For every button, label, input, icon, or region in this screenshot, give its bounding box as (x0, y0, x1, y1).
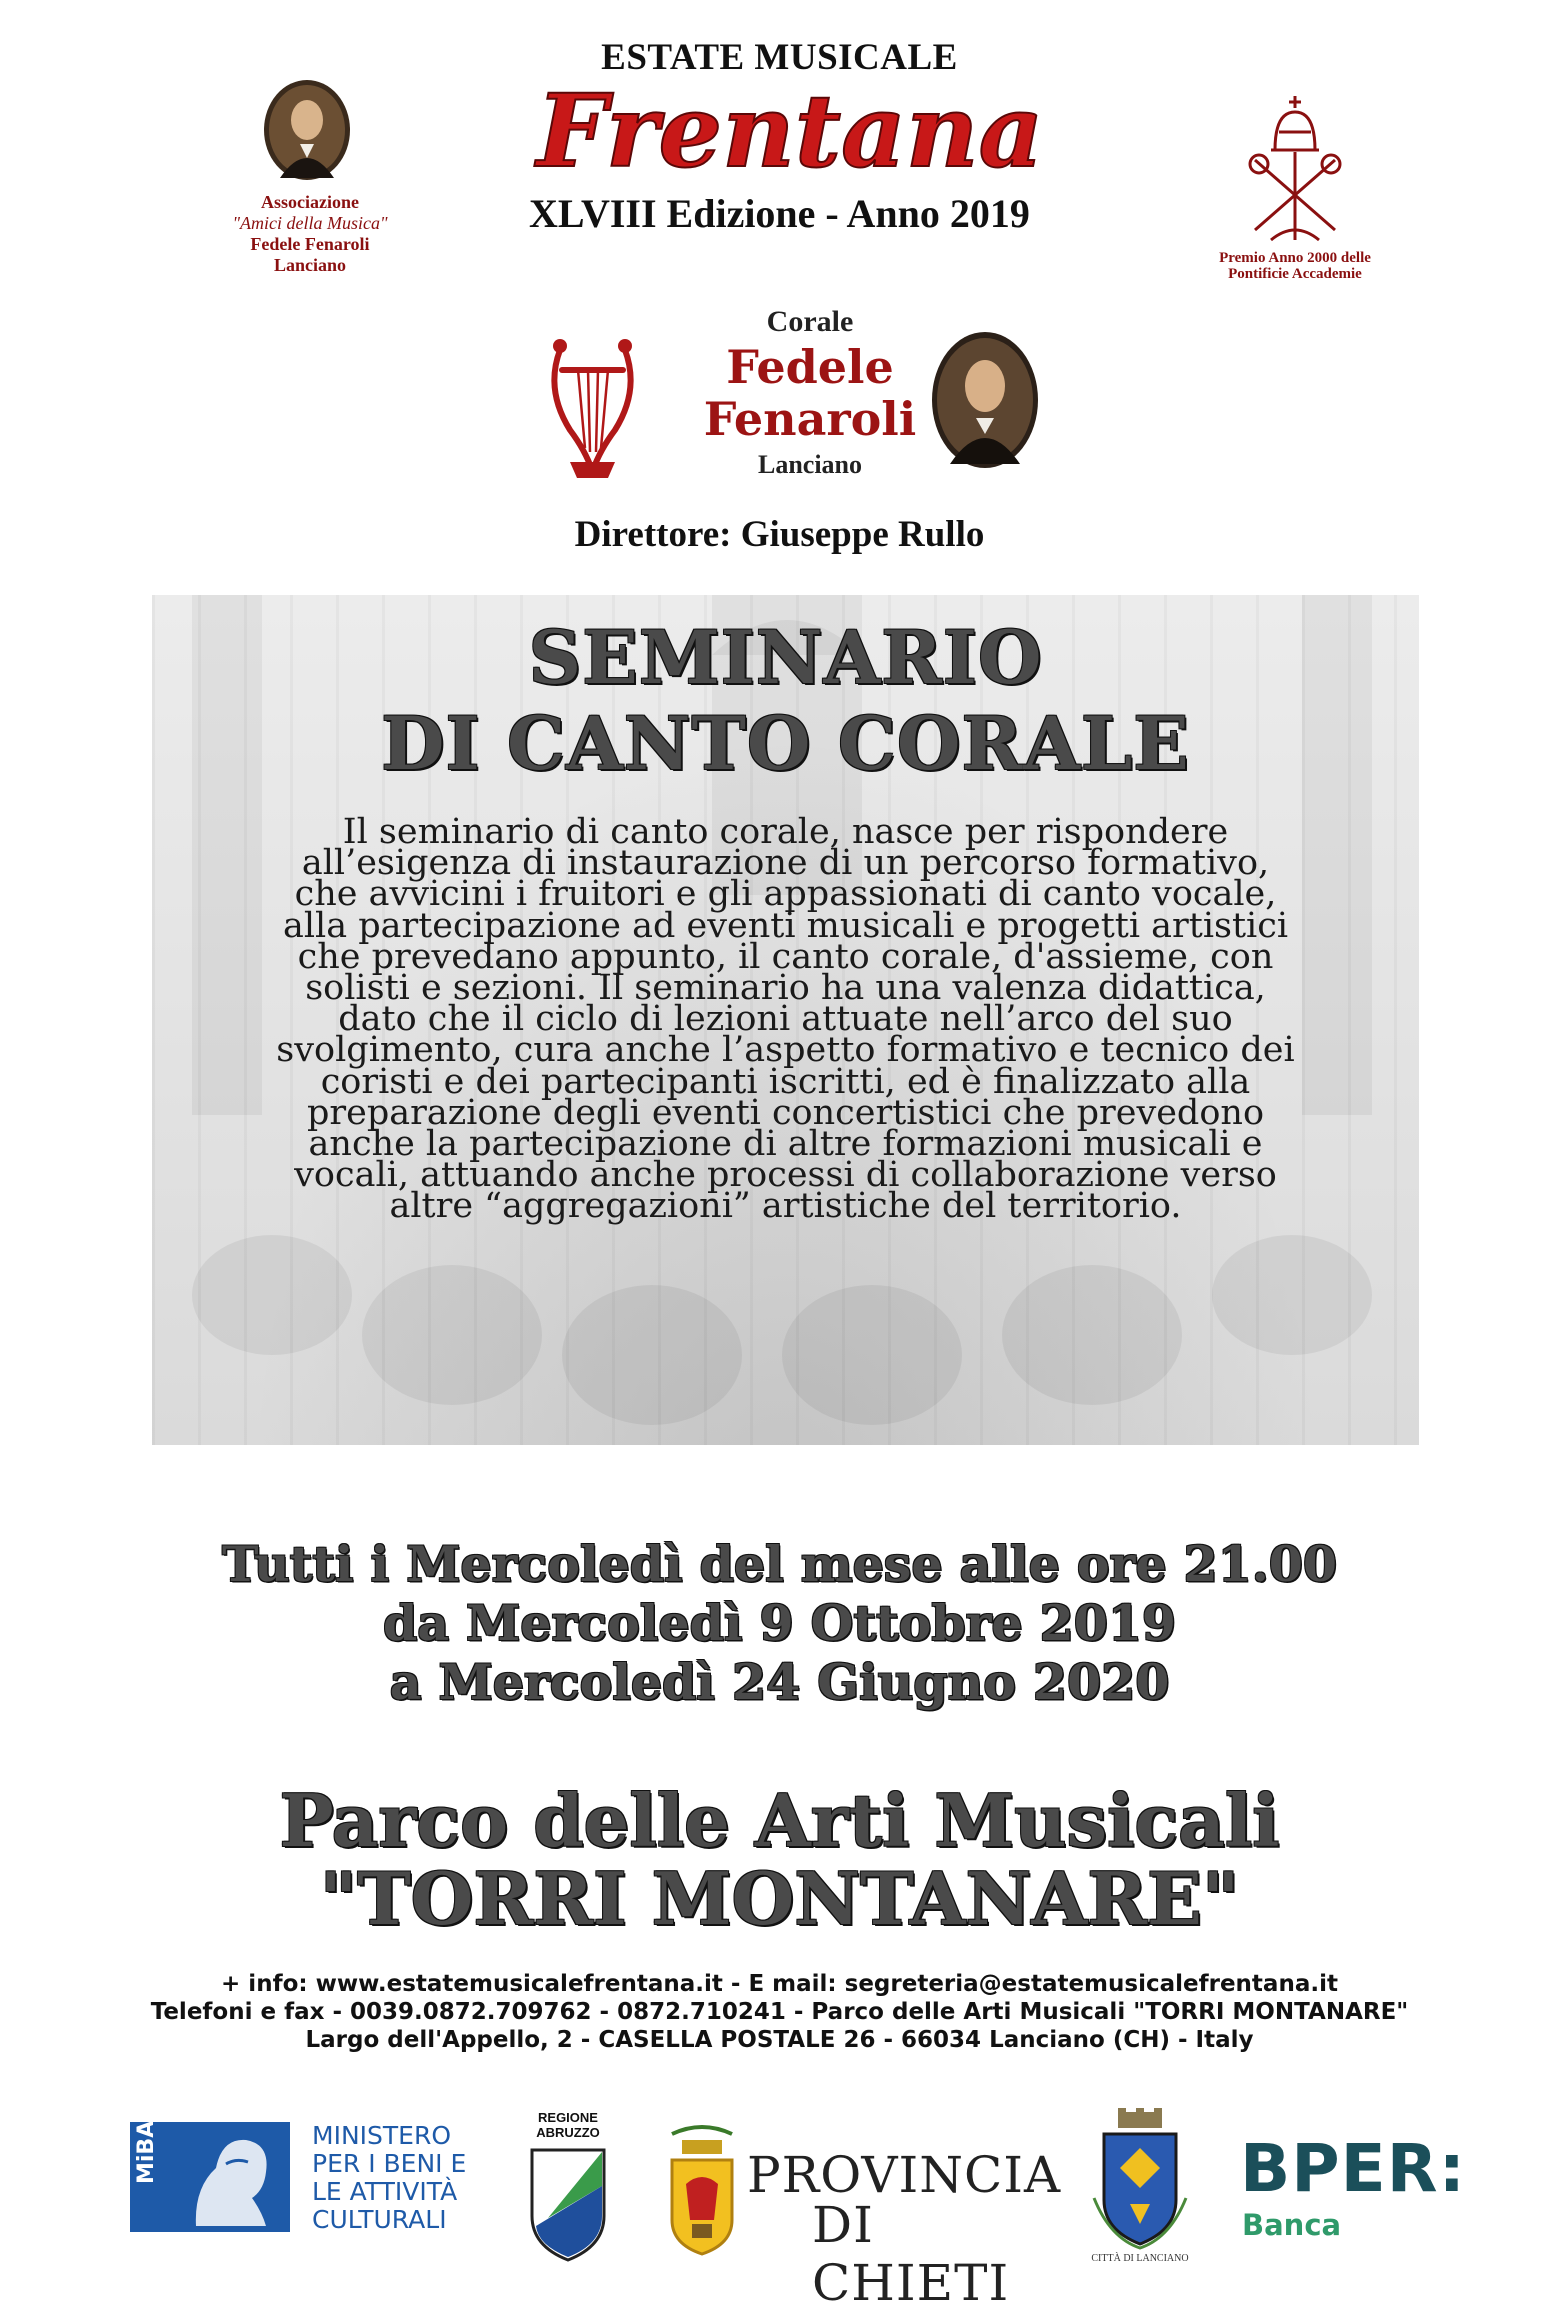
director-label: Direttore: Giuseppe Rullo (574, 514, 985, 555)
citta-lanciano-logo (1080, 2108, 1200, 2268)
mibac-mark (130, 2104, 290, 2232)
papal-award-line-2: Pontificie Accademie (1228, 266, 1362, 282)
schedule (0, 1535, 1559, 1712)
schedule-line-3: a Mercoledì 24 Giugno 2020 (389, 1653, 1170, 1711)
papal-award-caption (1185, 250, 1405, 282)
association-line-2: "Amici della Musica" (232, 213, 388, 233)
mibac-line-4: CULTURALI (312, 2205, 447, 2234)
bper-name: BPER: (1240, 2130, 1466, 2207)
schedule-line-1: Tutti i Mercoledì del mese alle ore 21.00 (221, 1535, 1337, 1593)
corale-city: Lanciano (757, 450, 863, 479)
lyre-icon (540, 330, 645, 480)
bper-banca-logo (1240, 2130, 1470, 2240)
provincia-chieti-crest-icon (662, 2120, 742, 2260)
corale-logo (540, 300, 1040, 490)
regione-line-2: ABRUZZO (536, 2125, 600, 2140)
provincia-line-2: DI CHIETI (812, 2196, 1010, 2312)
mibac-mark-text: MiBAC (134, 2104, 159, 2184)
association-name (190, 192, 430, 276)
corale-label: Corale (766, 305, 854, 338)
association-logo (190, 78, 430, 288)
mibac-line-2: PER I BENI E (312, 2149, 467, 2178)
contact-info (0, 1970, 1559, 2054)
contact-line-3: Largo dell'Appello, 2 - CASELLA POSTALE 26 - 66034 Lanciano (CH) - Italy (305, 2027, 1254, 2053)
regione-label (518, 2110, 618, 2140)
association-line-4: Lanciano (273, 255, 347, 275)
association-line-1: Associazione (261, 192, 359, 212)
mibac-line-1: MINISTERO (312, 2121, 452, 2150)
regione-abruzzo-shield-icon (528, 2146, 608, 2262)
lanciano-coat-of-arms-icon (1090, 2108, 1190, 2250)
mibac-name (312, 2122, 482, 2234)
papal-award-line-1: Premio Anno 2000 delle (1219, 250, 1371, 266)
frentana-logo (440, 78, 1140, 188)
provincia-chieti-logo (662, 2120, 1062, 2312)
mibac-bust-icon (166, 2128, 286, 2228)
venue (0, 1778, 1559, 1941)
composer-portrait-icon (930, 330, 1040, 470)
papal-award-logo (1185, 90, 1405, 290)
association-line-3: Fedele Fenaroli (250, 234, 370, 254)
seminar-title: SEMINARIO DI CANTO CORALE (381, 615, 1190, 787)
corale-name-line-1: Fedele (726, 340, 894, 394)
papal-coat-of-arms-icon (1235, 90, 1355, 248)
provincia-line-1: PROVINCIA (747, 2146, 1062, 2204)
frentana-logo-text: Frentana (536, 78, 1044, 188)
edition-label: XLVIII Edizione - Anno 2019 (529, 191, 1030, 236)
schedule-line-2: da Mercoledì 9 Ottobre 2019 (382, 1594, 1177, 1652)
corale-name-line-2: Fenaroli (703, 392, 917, 446)
mibac-line-3: LE ATTIVITÀ (312, 2177, 458, 2206)
seminar-panel (152, 595, 1419, 1445)
mibac-logo (130, 2104, 470, 2240)
venue-line-2: "TORRI MONTANARE" (319, 1856, 1240, 1941)
seminar-description: Il seminario di canto corale, nasce per rispondere all’esigenza di instaurazione di un percorso formativo, che avvicini i fruitori e gli appassionati di canto vocale, alla partecipazione ad eventi musicali e progetti artistici che prevedano appunto, il canto corale, d'assieme, con solisti e sezioni. Il seminario ha una valenza didattica, dato che il ciclo di lezioni attuate nell’arco del suo svolgimento, cura anche l’aspetto formativo e tecnico dei coristi e dei partecipanti iscritti, ed è finalizzato alla preparazione degli eventi concertistici che prevedono anche la partecipazione di altre formazioni musicali e vocali, attuando anche processi di collaborazione verso altre “aggregazioni” artistiche del territorio. (276, 812, 1295, 1227)
contact-line-2: Telefoni e fax - 0039.0872.709762 - 0872.710241 - Parco delle Arti Musicali "TORRI MONTANARE" (150, 1999, 1409, 2025)
contact-line-1: + info: www.estatemusicalefrentana.it - E mail: segreteria@estatemusicalefrentana.it (221, 1971, 1338, 1997)
composer-portrait-icon (262, 78, 352, 182)
regione-line-1: REGIONE (538, 2110, 598, 2125)
festival-label: ESTATE MUSICALE (601, 37, 958, 78)
lanciano-caption: CITTÀ DI LANCIANO (1091, 2253, 1189, 2264)
venue-line-1: Parco delle Arti Musicali (279, 1778, 1280, 1863)
regione-abruzzo-logo (518, 2110, 618, 2265)
bper-sub: Banca (1242, 2208, 1342, 2242)
